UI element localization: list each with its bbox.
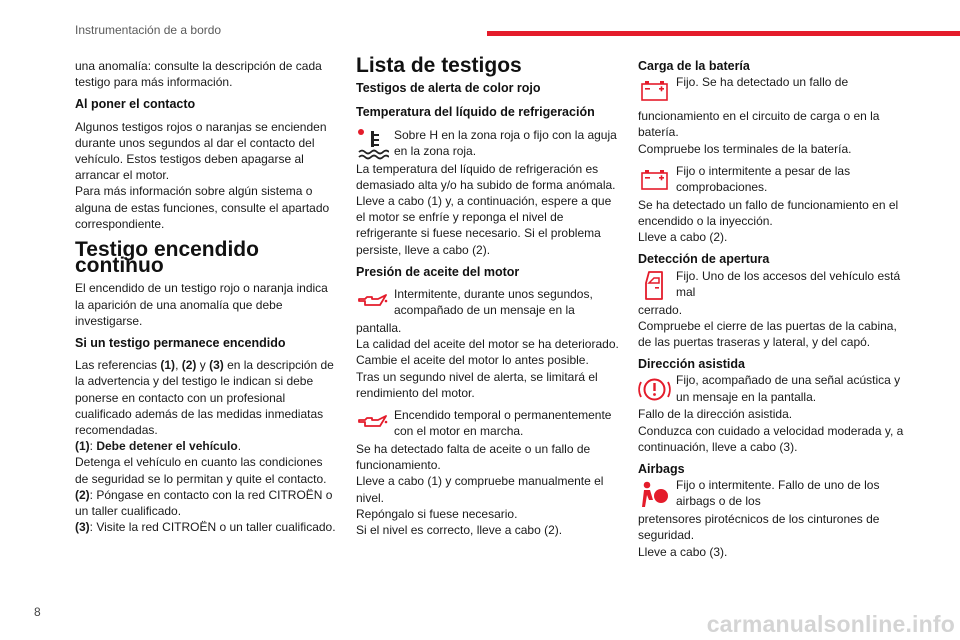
item2-text: : Póngase en contacto con la red CITROËN o un taller cualificado.	[75, 487, 333, 519]
references-paragraph	[75, 357, 337, 535]
item1-period: .	[237, 439, 242, 454]
airbag-paragraph	[638, 511, 906, 560]
coolant-paragraph: La temperatura del líquido de refrigeración es demasiado alta y/o ha subido de forma anómala. Lleve a cabo (1) y, a continuación, espere a que el motor se enfríe y reponga el nivel de refrigerante si fuese necesario. Si el problema persiste, lleve a cabo (2).	[356, 161, 616, 257]
airbag-text: Lleve a cabo (3).	[638, 544, 728, 559]
item3-ref: (3)	[75, 520, 90, 535]
header-accent-bar	[487, 31, 960, 36]
steering-wheel-warning-icon	[638, 373, 671, 406]
heading-power-steering: Dirección asistida	[638, 357, 745, 372]
heading-battery: Carga de la batería	[638, 59, 750, 73]
heading-coolant: Temperatura del líquido de refrigeración	[356, 105, 595, 120]
steering-icon-description: Fijo, acompañado de una señal acústica y un mensaje en la pantalla.	[676, 373, 901, 404]
refs-sep: y	[196, 358, 210, 373]
steering-warning-row	[638, 372, 906, 406]
column-left	[75, 58, 337, 541]
oil-text: La calidad del aceite del motor se ha deteriorado.	[356, 337, 619, 352]
column-middle	[356, 54, 621, 544]
door-text: Compruebe el cierre de las puertas de la cabina, de las puertas traseras y lateral, y del capó.	[638, 318, 897, 350]
airbag-icon	[638, 478, 671, 511]
refs-text: en la descripción de la advertencia y del testigo le indican si debe ponerse en contacto con un profesional cualificado además de las medidas inmediatas recomendadas.	[75, 358, 334, 438]
heading-continuous: Testigo encendido continuo	[75, 238, 259, 278]
coolant-icon-description: Sobre H en la zona roja o fijo con la aguja en la zona roja.	[394, 127, 617, 158]
watermark: carmanualsonline.info	[706, 611, 955, 637]
airbag-warning-row	[638, 477, 906, 511]
column-right	[638, 58, 906, 566]
heading-ignition: Al poner el contacto	[75, 97, 196, 112]
oil-level-paragraph	[356, 441, 621, 538]
oil-text: Cambie el aceite del motor lo antes posible.	[356, 353, 589, 368]
battery2-paragraph	[638, 197, 906, 246]
oil-level-text: Lleve a cabo (1) y compruebe manualmente el nivel.	[356, 474, 604, 505]
oil-text: Tras un segundo nivel de alerta, se limitará el rendimiento del motor.	[356, 369, 598, 400]
oil-level-warning-row	[356, 407, 621, 441]
item1-text: Detenga el vehículo en cuanto las condiciones de seguridad se lo permitan y quite el contacto.	[75, 455, 327, 486]
paragraph	[75, 119, 337, 232]
item3-text: : Visite la red CITROËN o un taller cualificado.	[89, 520, 336, 535]
heading-oil-pressure: Presión de aceite del motor	[356, 264, 520, 279]
oil-can-icon	[356, 408, 389, 441]
battery2-text: Se ha detectado un fallo de funcionamiento en el encendido o la inyección.	[638, 197, 899, 229]
battery-text: Compruebe los terminales de la batería.	[638, 141, 852, 156]
refs-text: Las referencias	[75, 358, 161, 373]
steering-text: Conduzca con cuidado a velocidad moderada y, a continuación, lleve a cabo (3).	[638, 423, 904, 454]
oil-can-icon	[356, 287, 389, 320]
oil-paragraph	[356, 320, 621, 401]
coolant-warning-row	[356, 127, 621, 161]
steering-paragraph	[638, 406, 906, 455]
door-warning-row	[638, 268, 906, 302]
ref-2: (2)	[181, 358, 197, 373]
battery-icon	[638, 75, 671, 108]
door-open-icon	[638, 269, 671, 302]
airbag-icon-description: Fijo o intermitente. Fallo de uno de los airbags o de los	[676, 478, 880, 509]
oil-warning-row	[356, 286, 621, 320]
intro-paragraph: una anomalía: consulte la descripción de cada testigo para más información.	[75, 59, 322, 90]
oil-icon-description: Intermitente, durante unos segundos, acompañado de un mensaje en la	[394, 287, 593, 318]
coolant-temperature-icon	[356, 128, 389, 161]
battery-warning-row	[638, 74, 906, 108]
item2-ref: (2)	[75, 487, 90, 502]
ref-3: (3)	[209, 358, 224, 373]
heading-red-warnings: Testigos de alerta de color rojo	[356, 81, 541, 96]
item1-colon: :	[89, 439, 97, 454]
battery-paragraph	[638, 108, 906, 157]
refs-sep: ,	[175, 358, 182, 373]
item1-bold: Debe detener el vehículo	[96, 439, 238, 454]
oil-level-icon-description: Encendido temporal o permanentemente con el motor en marcha.	[394, 408, 612, 439]
oil-level-text: Repóngalo si fuese necesario.	[356, 506, 518, 521]
door-text: cerrado.	[638, 302, 683, 317]
oil-level-text: Se ha detectado falta de aceite o un fallo de funcionamiento.	[356, 442, 591, 473]
paragraph-text: Algunos testigos rojos o naranjas se encienden durante unos segundos al dar el contacto del vehículo. Estos testigos deben apagarse al arrancar el motor.	[75, 119, 327, 183]
battery-text: funcionamiento en el circuito de carga o en la batería.	[638, 109, 880, 140]
heading-warning-list: Lista de testigos	[356, 54, 522, 77]
battery2-text: Lleve a cabo (2).	[638, 230, 728, 245]
battery-icon	[638, 164, 671, 197]
item1-ref: (1)	[75, 439, 90, 454]
battery2-warning-row	[638, 163, 906, 197]
heading-airbags: Airbags	[638, 462, 685, 477]
door-icon-description: Fijo. Uno de los accesos del vehículo está mal	[676, 268, 901, 299]
battery-icon-description: Fijo. Se ha detectado un fallo de	[676, 75, 849, 90]
heading-remains-on: Si un testigo permanece encendido	[75, 336, 286, 351]
oil-level-text: Si el nivel es correcto, lleve a cabo (2).	[356, 523, 563, 538]
steering-text: Fallo de la dirección asistida.	[638, 407, 793, 422]
heading-door-open: Detección de apertura	[638, 252, 770, 267]
paragraph-text: Para más información sobre algún sistema o alguna de estas funciones, consulte el apartado correspondiente.	[75, 184, 330, 231]
door-paragraph	[638, 302, 906, 351]
ref-1: (1)	[160, 358, 176, 373]
battery2-icon-description: Fijo o intermitente a pesar de las comprobaciones.	[676, 163, 851, 195]
section-title: Instrumentación de a bordo	[75, 23, 222, 37]
page-number: 8	[34, 605, 41, 619]
airbag-text: pretensores pirotécnicos de los cinturones de seguridad.	[638, 512, 880, 543]
oil-text: pantalla.	[356, 321, 402, 336]
paragraph: El encendido de un testigo rojo o naranja indica la aparición de una anomalía que debe investigarse.	[75, 281, 328, 328]
